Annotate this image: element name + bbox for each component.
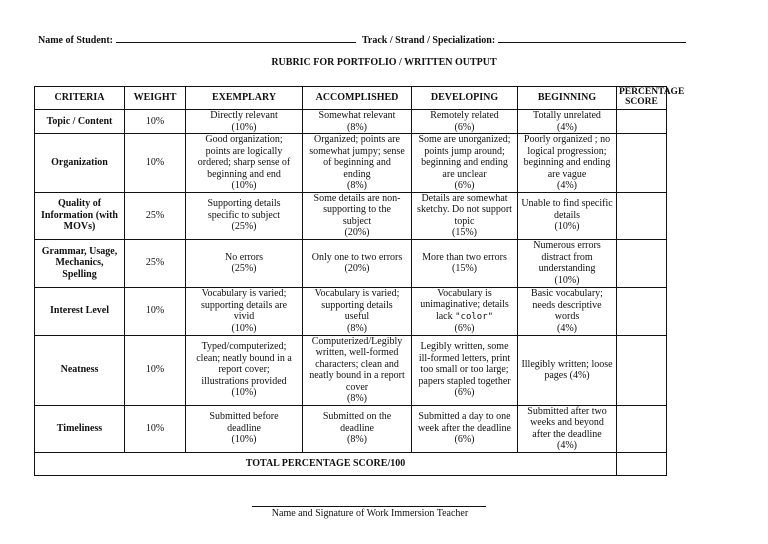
cell-weight: 10% bbox=[125, 287, 186, 335]
cell-criteria: Grammar, Usage, Mechanics, Spelling bbox=[35, 239, 125, 287]
student-name-label: Name of Student: bbox=[38, 35, 113, 46]
cell-beginning: Totally unrelated (4%) bbox=[518, 110, 617, 134]
rubric-row bbox=[35, 239, 667, 287]
cell-exemplary: Directly relevant (10%) bbox=[186, 110, 303, 134]
col-percentage: PERCENTAGE SCORE bbox=[617, 87, 667, 110]
cell-developing: Vocabulary is unimaginative; details lack "color" (6%) bbox=[412, 287, 518, 335]
rubric-row bbox=[35, 192, 667, 239]
cell-criteria: Timeliness bbox=[35, 405, 125, 452]
cell-weight: 10% bbox=[125, 405, 186, 452]
cell-exemplary: Supporting details specific to subject (25%) bbox=[186, 192, 303, 239]
rubric-row bbox=[35, 335, 667, 405]
cell-percentage bbox=[617, 192, 667, 239]
cell-criteria: Quality of Information (with MOVs) bbox=[35, 192, 125, 239]
cell-exemplary: No errors (25%) bbox=[186, 239, 303, 287]
col-weight: WEIGHT bbox=[125, 87, 186, 110]
cell-accomplished: Only one to two errors (20%) bbox=[303, 239, 412, 287]
col-accomplished: ACCOMPLISHED bbox=[303, 87, 412, 110]
cell-exemplary: Submitted before deadline (10%) bbox=[186, 405, 303, 452]
cell-accomplished: Organized; points are somewhat jumpy; sense of beginning and ending (8%) bbox=[303, 134, 412, 193]
track-blank bbox=[498, 33, 686, 43]
cell-percentage bbox=[617, 405, 667, 452]
cell-beginning: Basic vocabulary; needs descriptive words (4%) bbox=[518, 287, 617, 335]
total-row bbox=[35, 452, 667, 475]
cell-criteria: Organization bbox=[35, 134, 125, 193]
cell-percentage bbox=[617, 110, 667, 134]
cell-weight: 25% bbox=[125, 239, 186, 287]
col-exemplary: EXEMPLARY bbox=[186, 87, 303, 110]
cell-accomplished: Some details are non- supporting to the subject (20%) bbox=[303, 192, 412, 239]
cell-weight: 25% bbox=[125, 192, 186, 239]
cell-beginning: Submitted after two weeks and beyond after the deadline (4%) bbox=[518, 405, 617, 452]
cell-developing: Some are unorganized; points jump around; beginning and ending are unclear (6%) bbox=[412, 134, 518, 193]
track-line bbox=[362, 33, 686, 46]
total-label: TOTAL PERCENTAGE SCORE/100 bbox=[35, 452, 617, 475]
student-name-blank bbox=[116, 33, 356, 43]
cell-percentage bbox=[617, 134, 667, 193]
cell-criteria: Interest Level bbox=[35, 287, 125, 335]
cell-developing: Details are somewhat sketchy. Do not support topic (15%) bbox=[412, 192, 518, 239]
col-developing: DEVELOPING bbox=[412, 87, 518, 110]
cell-criteria: Neatness bbox=[35, 335, 125, 405]
cell-accomplished: Vocabulary is varied; supporting details useful (8%) bbox=[303, 287, 412, 335]
header-row bbox=[35, 87, 667, 110]
signature-line bbox=[252, 506, 486, 507]
rubric-row bbox=[35, 405, 667, 452]
total-score-cell bbox=[617, 452, 667, 475]
rubric-row bbox=[35, 110, 667, 134]
cell-beginning: Unable to find specific details (10%) bbox=[518, 192, 617, 239]
rubric-row bbox=[35, 134, 667, 193]
cell-developing: More than two errors (15%) bbox=[412, 239, 518, 287]
cell-weight: 10% bbox=[125, 110, 186, 134]
cell-percentage bbox=[617, 239, 667, 287]
cell-beginning: Illegibly written; loose pages (4%) bbox=[518, 335, 617, 405]
cell-weight: 10% bbox=[125, 134, 186, 193]
student-name-line bbox=[38, 33, 356, 46]
cell-developing: Submitted a day to one week after the deadline (6%) bbox=[412, 405, 518, 452]
cell-accomplished: Computerized/Legibly written, well-formed characters; clean and neatly bound in a report cover (8%) bbox=[303, 335, 412, 405]
cell-exemplary: Typed/computerized; clean; neatly bound in a report cover; illustrations provided (10%) bbox=[186, 335, 303, 405]
rubric-title: RUBRIC FOR PORTFOLIO / WRITTEN OUTPUT bbox=[271, 57, 497, 68]
track-label: Track / Strand / Specialization: bbox=[362, 35, 496, 46]
cell-criteria: Topic / Content bbox=[35, 110, 125, 134]
color-quote: "color" bbox=[455, 311, 494, 322]
cell-exemplary: Good organization; points are logically ordered; sharp sense of beginning and end (10%) bbox=[186, 134, 303, 193]
col-criteria: CRITERIA bbox=[35, 87, 125, 110]
cell-exemplary: Vocabulary is varied; supporting details are vivid (10%) bbox=[186, 287, 303, 335]
rubric-row bbox=[35, 287, 667, 335]
cell-percentage bbox=[617, 287, 667, 335]
cell-accomplished: Somewhat relevant (8%) bbox=[303, 110, 412, 134]
cell-weight: 10% bbox=[125, 335, 186, 405]
cell-developing: Remotely related (6%) bbox=[412, 110, 518, 134]
cell-beginning: Poorly organized ; no logical progression; beginning and ending are vague (4%) bbox=[518, 134, 617, 193]
rubric-table bbox=[34, 86, 685, 476]
cell-accomplished: Submitted on the deadline (8%) bbox=[303, 405, 412, 452]
col-beginning: BEGINNING bbox=[518, 87, 617, 110]
cell-percentage bbox=[617, 335, 667, 405]
cell-beginning: Numerous errors distract from understanding (10%) bbox=[518, 239, 617, 287]
signature-label: Name and Signature of Work Immersion Teacher bbox=[271, 508, 469, 519]
cell-developing: Legibly written, some ill-formed letters, print too small or too large; papers stapled together (6%) bbox=[412, 335, 518, 405]
